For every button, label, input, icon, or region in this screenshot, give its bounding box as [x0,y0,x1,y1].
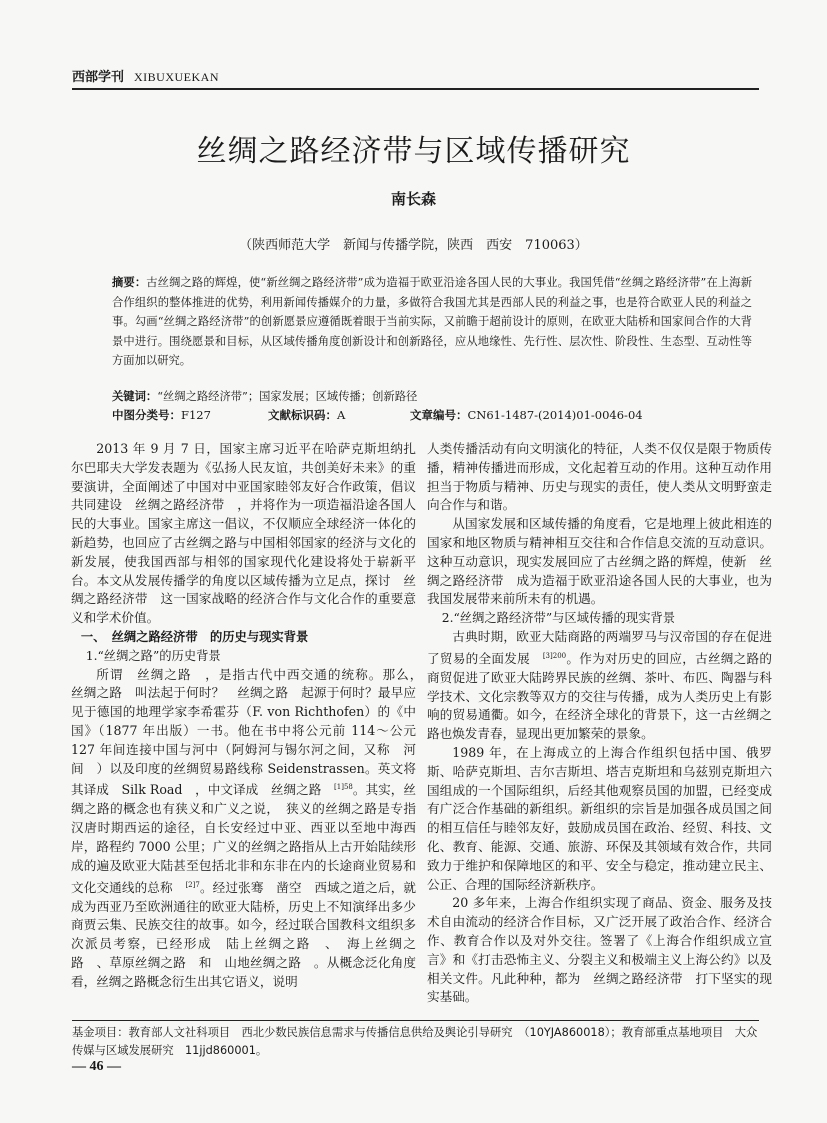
citation: [3]200 [542,651,567,660]
text-run: 。其实，丝绸之路的概念也有狭义和广义之说， 狭义的丝绸之路是专指汉唐时期西运的途径，自长安经过中亚、西亚以至地中海西岸，路程约 7000 公里；广义的丝绸之路指从上古开始陆续形成的遍及欧亚大陆甚至包括北非和东非在内的长途商业贸易和文化交通线的总称 [71,782,417,895]
paragraph [71,666,429,992]
journal-name: 西部学刊 [72,70,125,85]
art-value: CN61-1487-(2014)01-0046-04 [467,408,643,422]
author: 南长森 [390,190,436,208]
clc-label: 中图分类号： [112,408,181,422]
abstract-label: 摘要： [112,276,147,289]
paragraph [427,628,772,744]
citation: [1]58 [334,783,353,792]
paragraph: 20 多年来，上海合作组织实现了商品、资金、服务及技术自由流动的经济合作目标，又广泛开展了政治合作、经济合作、教育合作以及对外交往。签署了《上海合作组织成立宣言》和《打击恐怖主义、分裂主义和极端主义上海公约》以及相关文件。凡此种种，都为 丝绸之路经济带 打下坚实的现实基础。 [427,895,772,1005]
page-number: — 46 — [72,1059,121,1074]
text-run: 。作为对历史的回应，古丝绸之路的商贸促进了欧亚大陆跨界民族的丝绸、茶叶、布匹、陶器与科学技术、文化宗教等双方的交往与传播，成为人类历史上有影响的贸易通衢。如今，在经济全球化的背景下，这一古丝绸之路也焕发青春，显现出更加繁荣的景象。 [427,650,773,742]
doc-label: 文献标识码： [268,408,337,422]
keywords [112,388,752,404]
document-code [268,407,345,423]
affiliation: （陕西师范大学 新闻与传播学院，陕西 西安 710063） [239,238,588,253]
art-label: 文章编号： [410,408,468,422]
abstract-text: 古丝绸之路的辉煌，使“新丝绸之路经济带”成为造福于欧亚沿途各国人民的大事业。我国凭借“丝绸之路经济带”在上海新合作组织的整体推进的优势，利用新闻传播媒介的力量，多做符合我国尤其是西部人民的利益之事，也是符合欧亚人民的利益之事。勾画“丝绸之路经济带”的创新愿景应遵循既着眼于当前实际，又前瞻于超前设计的原则，在欧亚大陆桥和国家间合作的大背景中进行。围绕愿景和目标，从区域传播角度创新设计和创新路径，应从地缘性、先行性、层次性、阶段性、生态型、互动性等方面加以研究。 [112,276,752,367]
article-number [410,407,643,423]
paragraph: 1989 年，在上海成立的上海合作组织包括中国、俄罗斯、哈萨克斯坦、吉尔吉斯坦、塔吉克斯坦和乌兹别克斯坦六国组成的一个国际组织，后经其他观察员国的加盟，已经变成有广泛合作基础的新组织。新组织的宗旨是加强各成员国之间的相互信任与睦邻友好，鼓励成员国在政治、经贸、科技、文化、教育、能源、交通、旅游、环保及其领域有效合作，共同致力于维护和保障地区的和平、安全与稳定，推动建立民主、公正、合理的国际经济新秩序。 [427,744,772,892]
journal-pinyin: XIBUXUEKAN [134,70,220,84]
paragraph: 2013 年 9 月 7 日，国家主席习近平在哈萨克斯坦纳扎尔巴耶夫大学发表题为《弘扬人民友谊，共创美好未来》的重要演讲，全面阐述了中国对中亚国家睦邻友好合作政策，倡议共同建设 丝绸之路经济带 ，并将作为一项造福沿途各国人民的大事业。国家主席这一倡议，不仅顺应全球经济一体化的新趋势，也回应了古丝绸之路与中国相邻国家的经济与文化的新发展，使我国西部与相邻的国家现代化建设将处于崭新平台。本文从发展传播学的角度以区域传播为立足点，探讨 丝绸之路经济带 这一国家战略的经济合作与文化合作的重要意义和学术价值。 [71,441,416,626]
article-title: 丝绸之路经济带与区域传播研究 [196,134,631,169]
text-run: 古典时期，欧亚大陆商路的两端罗马与汉帝国的存在促进了贸易的全面发展 [427,628,772,666]
text-run: 。经过张骞 凿空 西域之道之后，就成为西亚乃至欧洲通往的欧亚大陆桥，历史上不知演绎出多少商贾云集、民族交往的故事。如今，经过联合国教科文组织多次派员考察，已经形成 陆上丝绸之路 、 海上丝绸之路 、草原丝绸之路 和 山地丝绸之路 。从概念泛化角度看，丝绸之路概念衍生出其它语义，说明 [71,879,417,989]
abstract [112,273,752,371]
keywords-text: “丝绸之路经济带”；国家发展；区域传播；创新路径 [157,390,418,403]
paragraph: 人类传播活动有向文明演化的特征，人类不仅仅是限于物质传播，精神传播进而形成，文化起着互动的作用。这种互动作用担当于物质与精神、历史与现实的责任，使人类从文明野蛮走向合作与和谐。 [427,441,772,513]
footnote-rule [72,1020,759,1021]
clc-value: F127 [181,408,211,422]
clc-number [112,407,211,423]
subsection-heading: 2.“丝绸之路经济带”与区域传播的现实背景 [441,611,676,626]
citation: [2]7 [185,880,200,889]
funding-note: 基金项目：教育部人文社科项目 西北少数民族信息需求与传播信息供给及舆论引导研究 （10YJA860018）；教育部重点基地项目 大众传媒与区域发展研究 11jjd860001。 [72,1026,758,1057]
running-header [72,66,759,88]
header-rule [72,88,759,90]
body-column-left [71,440,429,991]
doc-value: A [337,408,346,422]
section-heading: 一、 丝绸之路经济带 的历史与现实背景 [80,629,309,644]
body-column-right [427,440,772,1007]
subsection-heading: 1.“丝绸之路”的历史背景 [85,648,221,663]
keywords-label: 关键词： [112,390,158,403]
paragraph: 从国家发展和区域传播的角度看，它是地理上彼此相连的国家和地区物质与精神相互交往和合作信息交流的互动意识。这种互动意识，现实发展回应了古丝绸之路的辉煌，使新 丝绸之路经济带 成为造福于欧亚沿途各国人民的大事业，也为我国发展带来前所未有的机遇。 [427,516,772,607]
text-run: 所谓 丝绸之路 ，是指古代中西交通的统称。那么， 丝绸之路 叫法起于何时？ 丝绸之路 起源于何时？最早应见于德国的地理学家李希霍芬（F. von Richthofen）的《中国》（1877 年出版）一书。他在书中将公元前 114～公元 127 年间连接中国与河中（阿姆河与锡尔河之间，又称 河间 ）以及印度的丝绸贸易路线称 Seidenstrassen。英文将其译成 Silk Road ，中文译成 丝绸之路 [71,666,429,798]
